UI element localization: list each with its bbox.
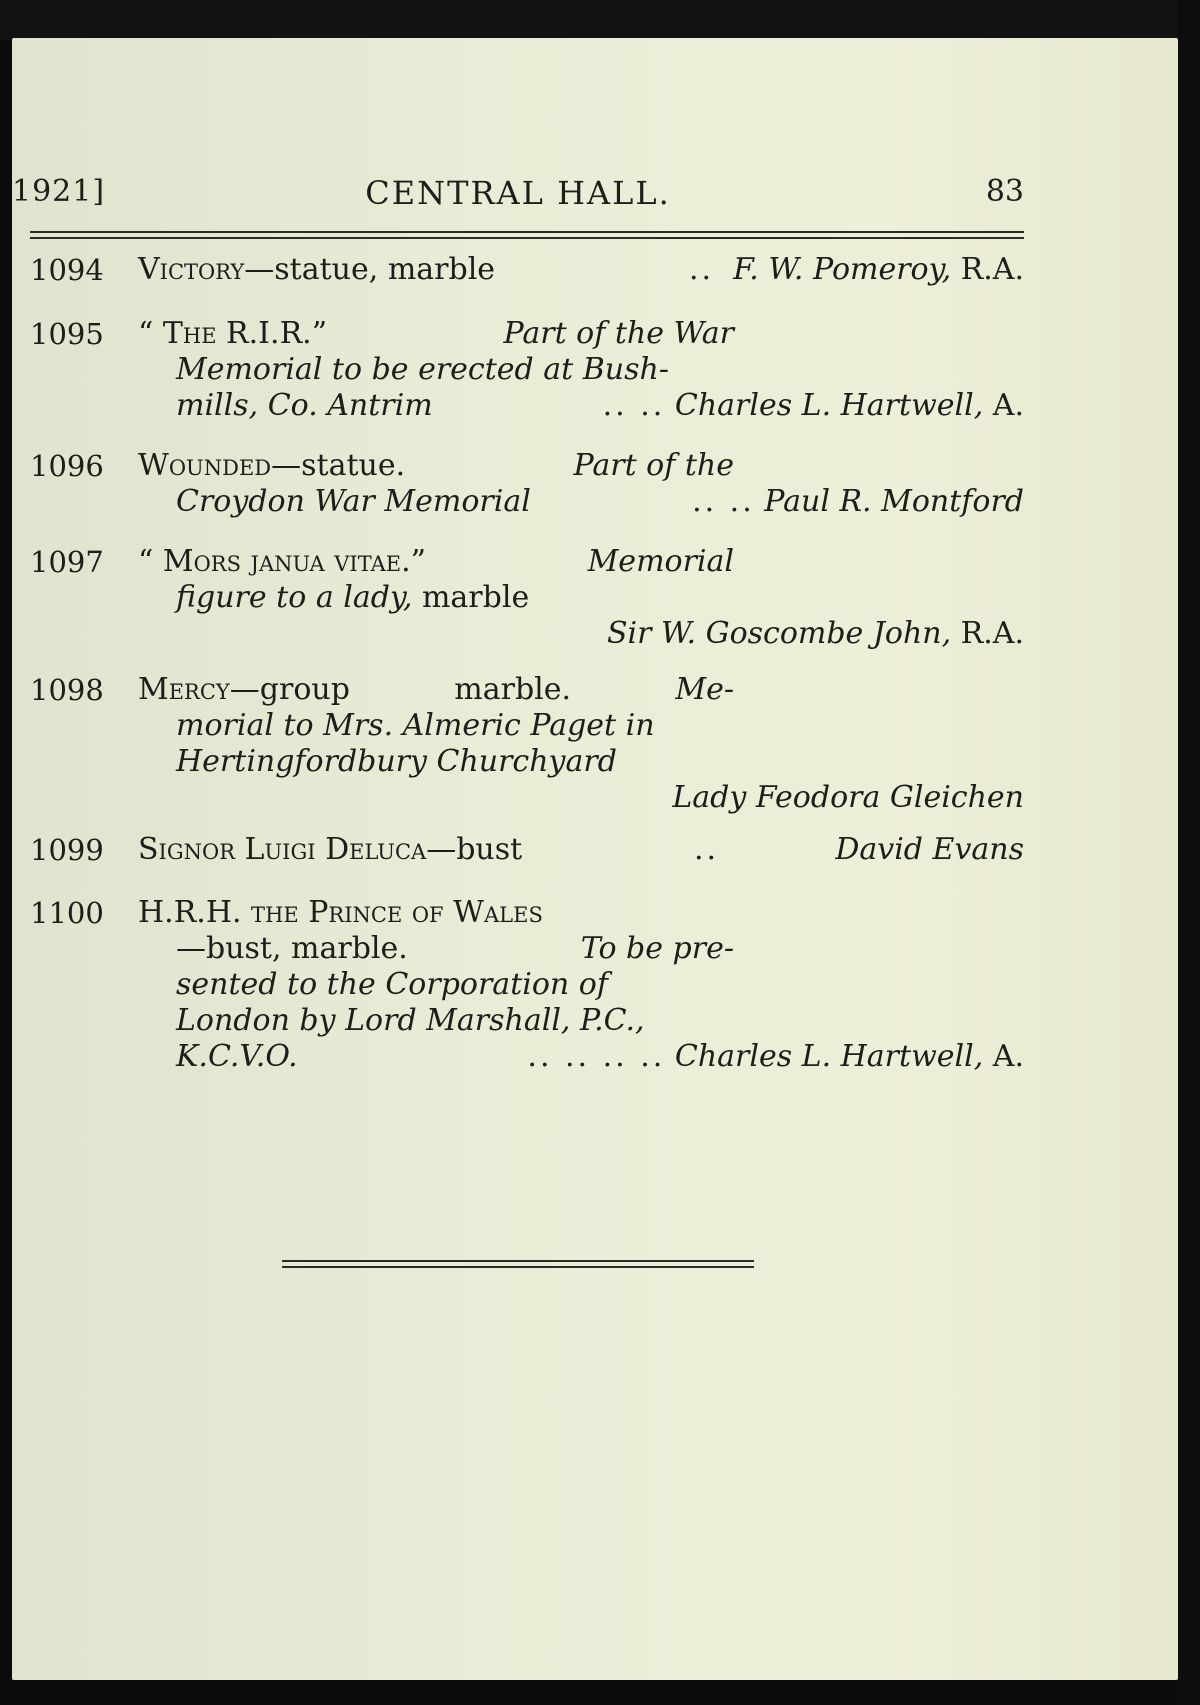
entry-text-line: Part of the [573,448,734,483]
scan-background-top [0,0,1200,40]
artist-name: David Evans [835,832,1024,867]
leader-dots: .. .. .. .. [527,1039,666,1074]
entry-text-line: K.C.V.O. [176,1039,298,1074]
entry-text-line: Part of the War [503,316,734,351]
entry-description: —statue. [271,448,406,483]
artist-name: Paul R. Montford [764,484,1024,519]
header-year: 1921] [12,174,106,209]
entry-text-line: London by Lord Marshall, P.C., [176,1003,645,1038]
entry-text-line: To be pre- [580,931,734,966]
entry-title: Signor Luigi Deluca [138,832,427,867]
entry-text-line: —bust, marble. [176,931,408,966]
artist-name: F. W. Pomeroy, [733,252,952,287]
book-page [12,38,1178,1680]
entry-title: “ Mors janua vitae.” [138,544,426,579]
entry-text-line: Memorial [587,544,734,579]
section-end-rule-bottom [282,1266,754,1268]
entry-description: —group [229,672,350,707]
entry-title: H.R.H. the Prince of Wales [138,895,543,930]
entry-material: marble [412,580,530,615]
entry-text-line: Me- [675,672,734,707]
artist-suffix: A. [983,1039,1024,1074]
entry-number: 1100 [30,896,104,930]
entry-text-line: mills, Co. Antrim [176,388,433,423]
leader-dots: .. [694,832,720,867]
artist-name: Lady Feodora Gleichen [672,780,1024,815]
artist-name: Sir W. Goscombe John, [606,616,952,651]
header-rule-bottom [30,237,1024,239]
entry-text-line: Croydon War Memorial [176,484,531,519]
entry-number: 1094 [30,253,104,287]
entry-description: —bust [426,832,523,867]
page-number: 83 [985,174,1024,209]
entry-title: “ The R.I.R.” [138,316,328,351]
header-rule-top [30,231,1024,233]
leader-dots: .. [688,252,715,287]
running-header [12,174,1024,224]
entry-number: 1095 [30,317,104,351]
entry-description: —statue, marble [244,252,496,287]
leader-dots: .. .. [692,484,755,519]
entry-material: marble. [454,672,572,707]
artist-suffix: R.A. [951,252,1024,287]
entry-text-line: Memorial to be erected at Bush- [176,352,669,387]
section-end-rule-top [282,1260,754,1262]
entry-text-line: Hertingfordbury Churchyard [176,744,617,779]
entry-title: Wounded [138,448,272,483]
artist-suffix: R.A. [951,616,1024,651]
leader-dots: .. .. [602,388,666,423]
entry-title: Victory [138,252,245,287]
entry-number: 1097 [30,545,104,579]
entry-text-line: figure to a lady, [176,580,413,615]
artist-suffix: A. [983,388,1024,423]
page-title: CENTRAL HALL. [365,174,671,212]
entry-number: 1096 [30,449,104,483]
artist-name: Charles L. Hartwell, [674,388,984,423]
entry-number: 1098 [30,673,104,707]
entry-number: 1099 [30,833,104,867]
entry-title: Mercy [138,672,230,707]
artist-name: Charles L. Hartwell, [674,1039,984,1074]
entry-text-line: sented to the Corporation of [176,967,608,1002]
entry-text-line: morial to Mrs. Almeric Paget in [176,708,655,743]
scan-background-right [1178,0,1200,1705]
